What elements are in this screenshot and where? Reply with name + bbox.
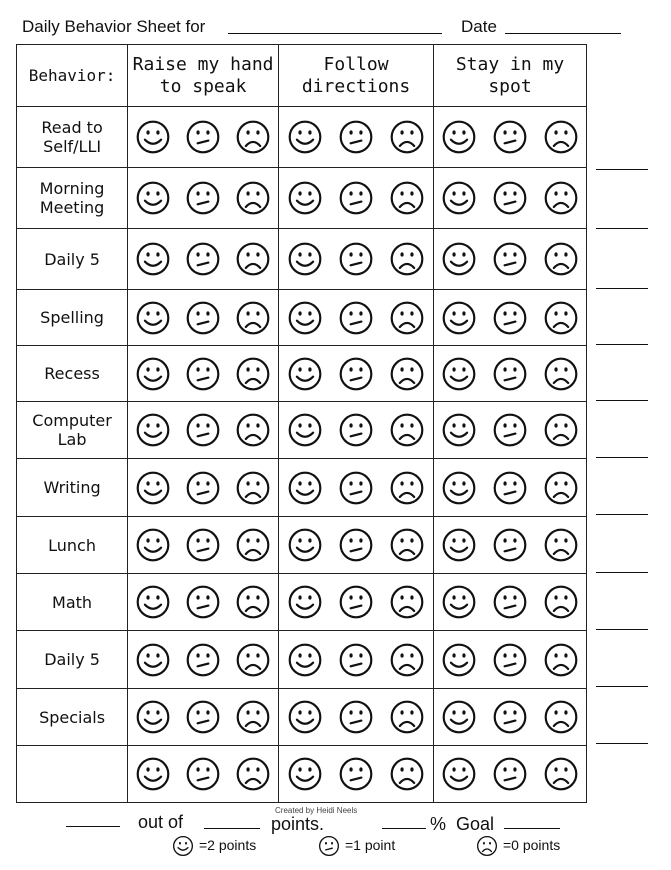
rating-cell [434, 168, 587, 229]
neutral-face-icon[interactable] [185, 584, 221, 620]
smile-face-icon[interactable] [441, 356, 477, 392]
face-rating-group [279, 169, 433, 228]
frown-face-icon[interactable] [543, 527, 579, 563]
face-rating-group [128, 690, 278, 745]
row-score-blank[interactable] [596, 169, 648, 170]
frown-face-icon [476, 835, 498, 857]
behavior-row [17, 517, 587, 574]
neutral-face-icon[interactable] [338, 356, 374, 392]
smile-face-icon[interactable] [287, 356, 323, 392]
frown-face-icon[interactable] [543, 642, 579, 678]
behavior-row-label: Computer Lab [17, 402, 128, 459]
face-rating-group [128, 575, 278, 630]
frown-face-icon[interactable] [543, 699, 579, 735]
rating-cell [128, 631, 279, 689]
behavior-row [17, 229, 587, 290]
frown-face-icon[interactable] [235, 642, 271, 678]
rating-cell [434, 746, 587, 803]
behavior-row [17, 107, 587, 168]
behavior-row-label: Recess [17, 346, 128, 402]
out-of-text: out of [138, 812, 184, 832]
smile-face-icon[interactable] [441, 412, 477, 448]
neutral-face-icon[interactable] [338, 642, 374, 678]
frown-face-icon[interactable] [389, 356, 425, 392]
behavior-row-label: Writing [17, 459, 128, 517]
smile-face-icon[interactable] [135, 356, 171, 392]
behavior-row [17, 168, 587, 229]
goal-text: Goal [456, 814, 495, 834]
percent-sign: % [430, 814, 447, 834]
behavior-row-label: Daily 5 [17, 631, 128, 689]
smile-face-icon[interactable] [135, 699, 171, 735]
legend-label: =0 points [503, 837, 561, 853]
rating-cell [128, 402, 279, 459]
behavior-row-label: Spelling [17, 290, 128, 346]
neutral-face-icon[interactable] [338, 470, 374, 506]
goal-header-raise-hand: Raise my hand to speak [128, 45, 279, 107]
frown-face-icon[interactable] [235, 180, 271, 216]
frown-face-icon[interactable] [389, 119, 425, 155]
face-rating-group [279, 632, 433, 688]
behavior-row-label: Specials [17, 689, 128, 746]
rating-cell [128, 168, 279, 229]
date-blank-line[interactable] [505, 33, 621, 34]
row-score-blank[interactable] [596, 686, 648, 687]
rating-cell [279, 229, 434, 290]
smile-face-icon[interactable] [441, 642, 477, 678]
frown-face-icon[interactable] [543, 470, 579, 506]
smile-face-icon[interactable] [135, 527, 171, 563]
face-rating-group [279, 690, 433, 745]
face-rating-group [279, 518, 433, 573]
frown-face-icon[interactable] [235, 699, 271, 735]
smile-face-icon[interactable] [441, 584, 477, 620]
rating-cell [279, 402, 434, 459]
rating-cell [279, 631, 434, 689]
face-rating-group [434, 632, 586, 688]
goal-blank[interactable] [504, 828, 560, 829]
smile-face-icon[interactable] [441, 527, 477, 563]
behavior-row-label: Daily 5 [17, 229, 128, 290]
smile-face-icon[interactable] [135, 300, 171, 336]
frown-face-icon[interactable] [235, 756, 271, 792]
rating-cell [434, 229, 587, 290]
frown-face-icon[interactable] [389, 756, 425, 792]
smile-face-icon[interactable] [287, 241, 323, 277]
rating-cell [128, 574, 279, 631]
behavior-row-label: Lunch [17, 517, 128, 574]
frown-face-icon[interactable] [235, 300, 271, 336]
neutral-face-icon[interactable] [185, 527, 221, 563]
behavior-row-label: Math [17, 574, 128, 631]
face-rating-group [279, 230, 433, 289]
neutral-face-icon[interactable] [492, 756, 528, 792]
face-rating-group [434, 108, 586, 167]
smile-face-icon[interactable] [287, 412, 323, 448]
row-score-blank[interactable] [596, 743, 648, 744]
frown-face-icon[interactable] [235, 241, 271, 277]
face-rating-group [279, 403, 433, 458]
face-rating-group [128, 403, 278, 458]
rating-cell [128, 746, 279, 803]
legend-label: =1 point [345, 837, 396, 853]
frown-face-icon[interactable] [235, 470, 271, 506]
frown-face-icon[interactable] [543, 180, 579, 216]
rating-cell [434, 346, 587, 402]
smile-face-icon[interactable] [287, 470, 323, 506]
smile-face-icon [172, 835, 194, 857]
rating-cell [128, 346, 279, 402]
frown-face-icon[interactable] [389, 699, 425, 735]
smile-face-icon[interactable] [441, 470, 477, 506]
legend-label: =2 points [199, 837, 257, 853]
goal-header-follow-directions: Follow directions [279, 45, 434, 107]
face-rating-group [128, 747, 278, 802]
neutral-face-icon[interactable] [492, 470, 528, 506]
smile-face-icon[interactable] [441, 756, 477, 792]
row-score-blank[interactable] [596, 400, 648, 401]
frown-face-icon[interactable] [543, 756, 579, 792]
neutral-face-icon[interactable] [492, 584, 528, 620]
neutral-face-icon[interactable] [492, 119, 528, 155]
neutral-face-icon[interactable] [492, 300, 528, 336]
smile-face-icon[interactable] [287, 642, 323, 678]
rating-cell [434, 290, 587, 346]
frown-face-icon[interactable] [389, 584, 425, 620]
rating-cell [128, 229, 279, 290]
rating-cell [434, 517, 587, 574]
face-rating-group [128, 291, 278, 345]
behavior-row [17, 459, 587, 517]
rating-cell [128, 517, 279, 574]
frown-face-icon[interactable] [235, 412, 271, 448]
row-score-blank[interactable] [596, 228, 648, 229]
earned-points-blank[interactable] [66, 826, 120, 827]
smile-face-icon[interactable] [135, 756, 171, 792]
face-rating-group [279, 108, 433, 167]
behavior-row [17, 574, 587, 631]
neutral-face-icon[interactable] [185, 412, 221, 448]
behavior-row [17, 746, 587, 803]
neutral-face-icon[interactable] [185, 699, 221, 735]
neutral-face-icon[interactable] [185, 356, 221, 392]
behavior-grid [16, 44, 587, 803]
frown-face-icon[interactable] [235, 527, 271, 563]
neutral-face-icon[interactable] [492, 642, 528, 678]
smile-face-icon[interactable] [135, 412, 171, 448]
behavior-row [17, 689, 587, 746]
smile-face-icon[interactable] [441, 180, 477, 216]
rating-cell [279, 168, 434, 229]
face-rating-group [434, 575, 586, 630]
frown-face-icon[interactable] [235, 356, 271, 392]
frown-face-icon[interactable] [235, 119, 271, 155]
smile-face-icon[interactable] [287, 699, 323, 735]
row-score-blank[interactable] [596, 572, 648, 573]
rating-cell [279, 689, 434, 746]
row-score-blank[interactable] [596, 514, 648, 515]
frown-face-icon[interactable] [389, 470, 425, 506]
frown-face-icon[interactable] [389, 180, 425, 216]
smile-face-icon[interactable] [287, 527, 323, 563]
rating-cell [434, 402, 587, 459]
face-rating-group [128, 518, 278, 573]
rating-cell [128, 107, 279, 168]
row-score-blank[interactable] [596, 457, 648, 458]
neutral-face-icon[interactable] [338, 756, 374, 792]
face-rating-group [434, 518, 586, 573]
frown-face-icon[interactable] [389, 642, 425, 678]
neutral-face-icon[interactable] [338, 300, 374, 336]
behavior-row-label: Read to Self/LLI [17, 107, 128, 168]
rating-cell [434, 574, 587, 631]
rating-cell [434, 459, 587, 517]
neutral-face-icon[interactable] [338, 180, 374, 216]
rating-cell [128, 689, 279, 746]
date-label: Date [461, 17, 497, 36]
behavior-row [17, 631, 587, 689]
smile-face-icon[interactable] [441, 300, 477, 336]
face-rating-group [434, 690, 586, 745]
face-rating-group [279, 291, 433, 345]
smile-face-icon[interactable] [287, 756, 323, 792]
neutral-face-icon[interactable] [185, 756, 221, 792]
smile-face-icon[interactable] [135, 241, 171, 277]
neutral-face-icon[interactable] [338, 527, 374, 563]
behavior-row [17, 346, 587, 402]
face-rating-group [434, 291, 586, 345]
neutral-face-icon[interactable] [338, 699, 374, 735]
smile-face-icon[interactable] [135, 119, 171, 155]
face-rating-group [434, 403, 586, 458]
behavior-row-label: Morning Meeting [17, 168, 128, 229]
face-rating-group [128, 632, 278, 688]
rating-cell [128, 459, 279, 517]
frown-face-icon[interactable] [389, 300, 425, 336]
smile-face-icon[interactable] [441, 699, 477, 735]
frown-face-icon[interactable] [543, 241, 579, 277]
smile-face-icon[interactable] [287, 584, 323, 620]
neutral-face-icon[interactable] [492, 527, 528, 563]
rating-cell [279, 346, 434, 402]
face-rating-group [279, 575, 433, 630]
sheet-title: Daily Behavior Sheet for [22, 17, 206, 36]
row-score-blank[interactable] [596, 629, 648, 630]
frown-face-icon[interactable] [389, 241, 425, 277]
smile-face-icon[interactable] [287, 119, 323, 155]
rating-cell [279, 746, 434, 803]
neutral-face-icon[interactable] [338, 584, 374, 620]
neutral-face-icon [318, 835, 340, 857]
smile-face-icon[interactable] [441, 241, 477, 277]
row-score-blank[interactable] [596, 288, 648, 289]
neutral-face-icon[interactable] [492, 412, 528, 448]
behavior-row [17, 402, 587, 459]
smile-face-icon[interactable] [135, 180, 171, 216]
face-rating-group [434, 460, 586, 516]
frown-face-icon[interactable] [543, 584, 579, 620]
percent-blank[interactable] [382, 828, 426, 829]
smile-face-icon[interactable] [441, 119, 477, 155]
smile-face-icon[interactable] [135, 584, 171, 620]
row-score-blank[interactable] [596, 344, 648, 345]
neutral-face-icon[interactable] [492, 241, 528, 277]
face-rating-group [434, 347, 586, 401]
frown-face-icon[interactable] [543, 300, 579, 336]
neutral-face-icon[interactable] [492, 356, 528, 392]
smile-face-icon[interactable] [135, 470, 171, 506]
smile-face-icon[interactable] [287, 180, 323, 216]
rating-cell [434, 107, 587, 168]
points-text: points. [271, 814, 325, 834]
rating-cell [279, 290, 434, 346]
smile-face-icon[interactable] [287, 300, 323, 336]
neutral-face-icon[interactable] [185, 470, 221, 506]
frown-face-icon[interactable] [235, 584, 271, 620]
face-rating-group [434, 747, 586, 802]
rating-cell [128, 290, 279, 346]
face-rating-group [128, 230, 278, 289]
credit-text: Created by Heidi Neels [275, 806, 358, 815]
face-rating-group [128, 108, 278, 167]
face-rating-group [128, 347, 278, 401]
neutral-face-icon[interactable] [338, 241, 374, 277]
face-rating-group [279, 460, 433, 516]
frown-face-icon[interactable] [543, 119, 579, 155]
face-rating-group [279, 747, 433, 802]
neutral-face-icon[interactable] [185, 642, 221, 678]
rating-cell [279, 517, 434, 574]
behavior-column-header: Behavior: [17, 45, 128, 107]
smile-face-icon[interactable] [135, 642, 171, 678]
neutral-face-icon[interactable] [492, 180, 528, 216]
total-points-blank[interactable] [204, 828, 260, 829]
behavior-row [17, 290, 587, 346]
goal-header-stay-in-spot: Stay in my spot [434, 45, 587, 107]
neutral-face-icon[interactable] [185, 119, 221, 155]
rating-cell [434, 689, 587, 746]
face-rating-group [128, 460, 278, 516]
rating-cell [279, 459, 434, 517]
frown-face-icon[interactable] [543, 412, 579, 448]
rating-cell [434, 631, 587, 689]
frown-face-icon[interactable] [389, 412, 425, 448]
rating-cell [279, 574, 434, 631]
face-rating-group [128, 169, 278, 228]
neutral-face-icon[interactable] [185, 241, 221, 277]
neutral-face-icon[interactable] [338, 412, 374, 448]
behavior-row-label [17, 746, 128, 803]
face-rating-group [279, 347, 433, 401]
face-rating-group [434, 169, 586, 228]
face-rating-group [434, 230, 586, 289]
frown-face-icon[interactable] [543, 356, 579, 392]
name-blank-line[interactable] [228, 33, 442, 34]
frown-face-icon[interactable] [389, 527, 425, 563]
neutral-face-icon[interactable] [492, 699, 528, 735]
neutral-face-icon[interactable] [185, 180, 221, 216]
rating-cell [279, 107, 434, 168]
neutral-face-icon[interactable] [185, 300, 221, 336]
neutral-face-icon[interactable] [338, 119, 374, 155]
